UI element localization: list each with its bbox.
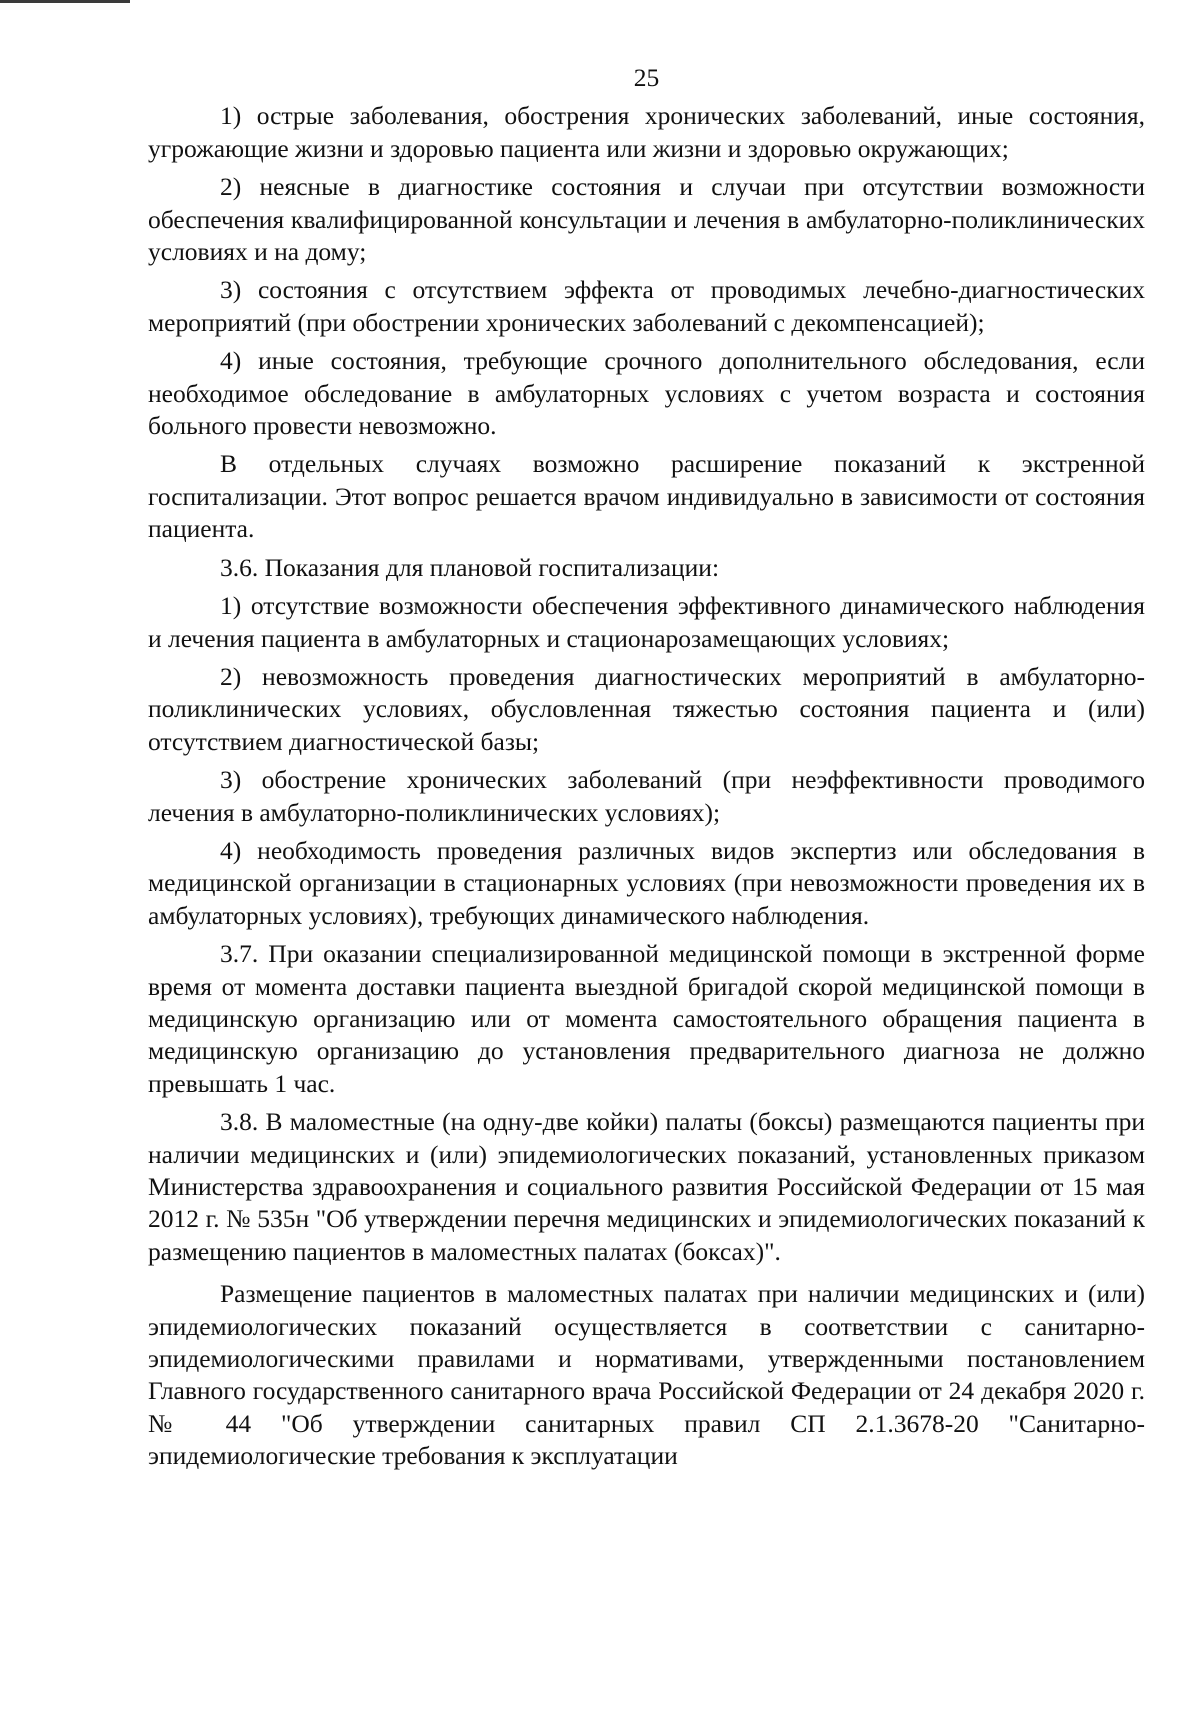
paragraph-planned-indication-3: 3) обострение хронических заболеваний (при неэффективности проводимого лечения в амбулаторно-поликлинических условиях); xyxy=(148,765,1145,827)
paragraph-emergency-indication-1: 1) острые заболевания, обострения хронических заболеваний, иные состояния, угрожающие жизни и здоровью пациента или жизни и здоровью окружающих; xyxy=(148,101,1145,163)
section-3-8: 3.8. В маломестные (на одну-две койки) палаты (боксы) размещаются пациенты при наличии медицинских и (или) эпидемиологических показаний, установленных приказом Министерства здравоохранения и социального развития Российской Федерации от 15 мая 2012 г. № 535н "Об утверждении перечня медицинских и эпидемиологических показаний к размещению пациентов в маломестных палатах (боксах)". xyxy=(148,1107,1145,1266)
section-heading-3-6: 3.6. Показания для плановой госпитализации: xyxy=(220,552,720,582)
document-page xyxy=(148,62,1145,1473)
paragraph-planned-indication-1: 1) отсутствие возможности обеспечения эффективного динамического наблюдения и лечения пациента в амбулаторных и стационарозамещающих условиях; xyxy=(148,591,1145,653)
paragraph-emergency-indication-2: 2) неясные в диагностике состояния и случаи при отсутствии возможности обеспечения квалифицированной консультации и лечения в амбулаторно-поликлинических условиях и на дому; xyxy=(148,172,1145,267)
paragraph-small-ward-placement: Размещение пациентов в маломестных палатах при наличии медицинских и (или) эпидемиологических показаний осуществляется в соответствии с санитарно-эпидемиологическими правилами и нормативами, утвержденными постановлением Главного государственного санитарного врача Российской Федерации от 24 декабря 2020 г. № 44 "Об утверждении санитарных правил СП 2.1.3678-20 "Санитарно-эпидемиологические требования к эксплуатации xyxy=(148,1279,1145,1471)
scan-edge-mark xyxy=(0,0,130,3)
paragraph-emergency-indication-3: 3) состояния с отсутствием эффекта от проводимых лечебно-диагностических мероприятий (при обострении хронических заболеваний с декомпенсацией); xyxy=(148,275,1145,337)
paragraph-emergency-extension: В отдельных случаях возможно расширение показаний к экстренной госпитализации. Этот вопрос решается врачом индивидуально в зависимости от состояния пациента. xyxy=(148,449,1145,544)
paragraph-planned-indication-2: 2) невозможность проведения диагностических мероприятий в амбулаторно-поликлинических условиях, обусловленная тяжестью состояния пациента и (или) отсутствием диагностической базы; xyxy=(148,661,1145,756)
paragraph-emergency-indication-4: 4) иные состояния, требующие срочного дополнительного обследования, если необходимое обследование в амбулаторных условиях с учетом возраста и состояния больного провести невозможно. xyxy=(148,346,1145,441)
page-number: 25 xyxy=(633,63,660,92)
section-3-7: 3.7. При оказании специализированной медицинской помощи в экстренной форме время от момента доставки пациента выездной бригадой скорой медицинской помощи в медицинскую организацию или от момента самостоятельного обращения пациента в медицинскую организацию до установления предварительного диагноза не должно превышать 1 час. xyxy=(148,939,1145,1098)
paragraph-planned-indication-4: 4) необходимость проведения различных видов экспертиз или обследования в медицинской организации в стационарных условиях (при невозможности проведения их в амбулаторных условиях), требующих динамического наблюдения. xyxy=(148,835,1145,930)
